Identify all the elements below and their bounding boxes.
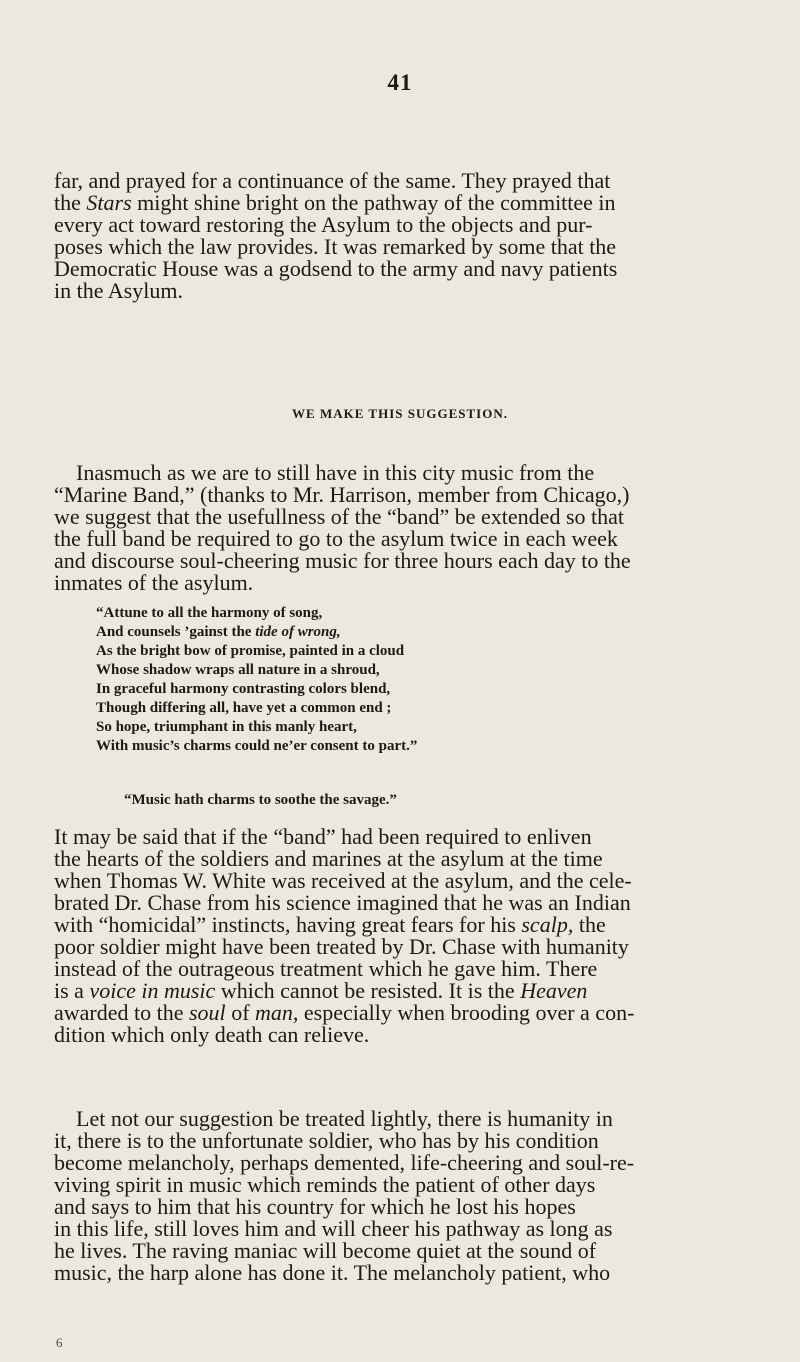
text-fragment: And counsels ’gainst the	[96, 624, 256, 640]
text-fragment: the	[54, 190, 87, 215]
italic-text: Stars	[86, 190, 132, 215]
text-line: instead of the outrageous treatment which he gave him. There	[54, 956, 598, 981]
text-line	[54, 192, 770, 214]
text-line: brated Dr. Chase from his science imagined that he was an Indian	[54, 890, 631, 915]
text-line: the hearts of the soldiers and marines at the asylum at the time	[54, 846, 603, 871]
text-line: it, there is to the unfortunate soldier, who has by his condition	[54, 1128, 599, 1153]
text-line: inmates of the asylum.	[54, 570, 254, 595]
text-fragment: the	[573, 912, 606, 937]
text-line: he lives. The raving maniac will become quiet at the sound of	[54, 1238, 597, 1263]
paragraph-3	[54, 826, 770, 1046]
paragraph-2	[54, 462, 770, 594]
poem-line: In graceful harmony contrasting colors blend,	[96, 681, 391, 697]
text-fragment: might shine bright on the pathway of the committee in	[131, 190, 616, 215]
poem-line: Whose shadow wraps all nature in a shroud,	[96, 662, 380, 678]
text-fragment: especially when brooding over a con-	[298, 1000, 635, 1025]
text-fragment: awarded to the	[54, 1000, 189, 1025]
italic-text: Heaven	[520, 978, 588, 1003]
text-line: poor soldier might have been treated by Dr. Chase with humanity	[54, 934, 629, 959]
poem-line: Though differing all, have yet a common end ;	[96, 700, 392, 716]
poem-quote	[96, 604, 736, 756]
text-fragment: which cannot be resisted. It is the	[215, 978, 521, 1003]
text-line: in the Asylum.	[54, 278, 183, 303]
text-line: music, the harp alone has done it. The melancholy patient, who	[54, 1260, 611, 1285]
italic-text: scalp,	[521, 912, 574, 937]
section-heading: WE MAKE THIS SUGGESTION.	[292, 406, 508, 421]
text-line: and says to him that his country for which he lost his hopes	[54, 1194, 576, 1219]
text-fragment: is a	[54, 978, 90, 1003]
text-line: the full band be required to go to the asylum twice in each week	[54, 526, 618, 551]
text-line: become melancholy, perhaps demented, life-cheering and soul-re-	[54, 1150, 635, 1175]
text-fragment: with “homicidal” instincts, having great fears for his	[54, 912, 522, 937]
text-line: and discourse soul-cheering music for three hours each day to the	[54, 548, 631, 573]
text-fragment: of	[225, 1000, 256, 1025]
text-line: we suggest that the usefullness of the “band” be extended so that	[54, 504, 625, 529]
text-line: dition which only death can relieve.	[54, 1022, 370, 1047]
italic-text: soul	[189, 1000, 226, 1025]
text-line: every act toward restoring the Asylum to the objects and pur-	[54, 212, 593, 237]
text-line	[54, 914, 770, 936]
text-line: poses which the law provides. It was remarked by some that the	[54, 234, 617, 259]
poem-line: With music’s charms could ne’er consent to part.”	[96, 738, 418, 754]
text-line: Inasmuch as we are to still have in this city music from the	[76, 460, 595, 485]
text-line: far, and prayed for a continuance of the same. They prayed that	[54, 168, 611, 193]
poem-line: So hope, triumphant in this manly heart,	[96, 719, 357, 735]
italic-text: man,	[255, 1000, 299, 1025]
poem-line: “Attune to all the harmony of song,	[96, 605, 323, 621]
text-line: in this life, still loves him and will cheer his pathway as long as	[54, 1216, 613, 1241]
text-line: Democratic House was a godsend to the army and navy patients	[54, 256, 618, 281]
poem-line: As the bright bow of promise, painted in a cloud	[96, 643, 405, 659]
text-line	[54, 1002, 770, 1024]
text-line: Let not our suggestion be treated lightly, there is humanity in	[76, 1106, 613, 1131]
text-line: viving spirit in music which reminds the patient of other days	[54, 1172, 596, 1197]
paragraph-1	[54, 170, 770, 302]
poem-line	[96, 623, 736, 642]
signature-mark: 6	[56, 1335, 63, 1350]
italic-text: tide of wrong,	[255, 624, 341, 640]
proverb-quote: “Music hath charms to soothe the savage.”	[124, 792, 397, 808]
page-number: 41	[387, 70, 413, 95]
italic-text: voice in music	[89, 978, 216, 1003]
text-line: when Thomas W. White was received at the asylum, and the cele-	[54, 868, 632, 893]
paragraph-4	[54, 1108, 770, 1284]
text-line: It may be said that if the “band” had been required to enliven	[54, 824, 592, 849]
text-line	[54, 980, 770, 1002]
text-line: “Marine Band,” (thanks to Mr. Harrison, member from Chicago,)	[54, 482, 630, 507]
